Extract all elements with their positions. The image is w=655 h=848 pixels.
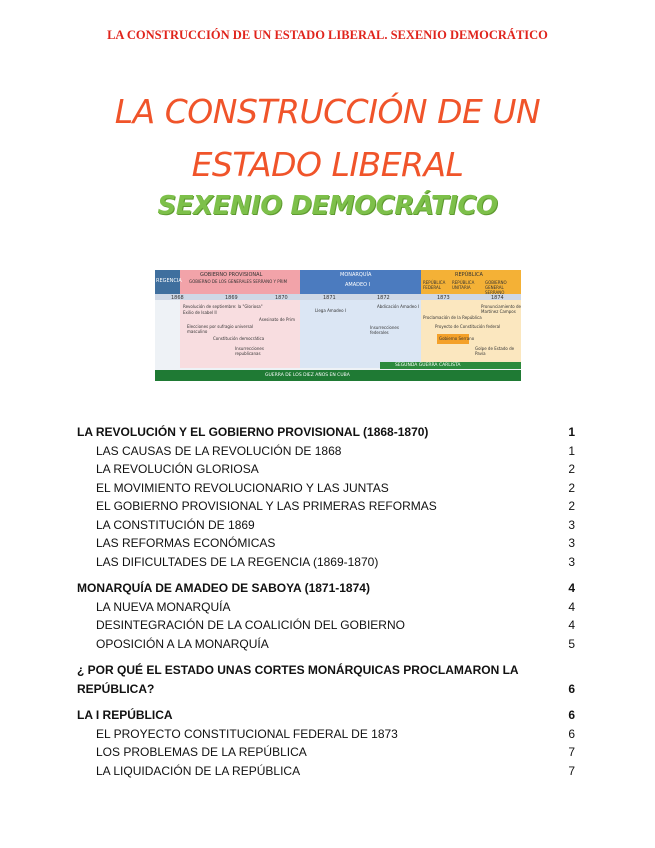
toc-entry-title: LAS CAUSAS DE LA REVOLUCIÓN DE 1868 [96,443,342,458]
toc-entry-page: 6 [568,681,575,696]
timeline-note: Insurrecciones federales [370,325,399,335]
toc-entry[interactable] [77,635,577,654]
timeline-year: 1874 [491,295,504,301]
timeline-note: Constitución democrática [213,336,265,341]
toc-entry[interactable] [77,579,577,598]
toc-entry[interactable] [77,442,577,461]
timeline-note: Exilio de Isabel II [183,310,217,315]
toc-entry-page: 1 [568,425,575,439]
timeline-year: 1870 [275,295,288,301]
toc-entry-page: 7 [568,745,575,759]
toc-entry[interactable] [77,762,577,781]
timeline-label-amadeo: AMADEO I [345,282,371,288]
toc-entry-page: 3 [568,517,575,532]
timeline-year: 1872 [377,295,390,301]
timeline-label-gobierno-serrano: GOBIERNO GENERAL SERRANO [485,280,507,295]
toc-entry[interactable] [77,616,577,635]
toc-entry-page: 6 [568,708,575,722]
running-header: LA CONSTRUCCIÓN DE UN ESTADO LIBERAL. SEXENIO DEMOCRÁTICO [107,28,548,42]
timeline-label-federal: REPÚBLICA FEDERAL [423,280,446,290]
toc-entry-page: 4 [568,599,575,614]
toc-entry-title: EL GOBIERNO PROVISIONAL Y LAS PRIMERAS REFORMAS [96,499,437,513]
toc-entry[interactable] [77,497,577,516]
toc-entry-page: 4 [568,618,575,632]
timeline-note: Llega Amadeo I [315,308,347,313]
toc-entry-title: OPOSICIÓN A LA MONARQUÍA [96,636,269,651]
toc-entry-page: 5 [568,636,575,651]
toc-entry-page: 2 [568,462,575,476]
timeline-label-cuba: GUERRA DE LOS DIEZ AÑOS EN CUBA [265,373,350,378]
toc-entry-title: EL MOVIMIENTO REVOLUCIONARIO Y LAS JUNTAS [96,480,389,495]
toc-entry[interactable] [77,479,577,498]
toc-entry[interactable] [77,460,577,479]
timeline-note: Proyecto de Constitución federal [435,324,501,329]
toc-entry-page: 2 [568,480,575,495]
toc-entry-title: DESINTEGRACIÓN DE LA COALICIÓN DEL GOBIERNO [96,618,405,632]
document-title-line-1: LA CONSTRUCCIÓN DE UN [114,92,541,131]
table-of-contents [77,423,577,780]
toc-entry[interactable] [77,706,577,725]
toc-entry-title: EL PROYECTO CONSTITUCIONAL FEDERAL DE 1873 [96,726,398,741]
toc-entry[interactable] [77,725,577,744]
toc-entry-page: 2 [568,499,575,513]
toc-entry-title: LA REVOLUCIÓN Y EL GOBIERNO PROVISIONAL (1868-1870) [77,425,429,439]
timeline-note: Golpe de Estado de Pavía [475,346,515,356]
toc-entry-page: 4 [568,581,575,595]
timeline-note: Revolución de septiembre: la "Gloriosa" [183,304,263,309]
toc-entry-title: LAS DIFICULTADES DE LA REGENCIA (1869-1870) [96,554,379,569]
toc-entry-title: LA LIQUIDACIÓN DE LA REPÚBLICA [96,763,301,778]
timeline-label-generales: GOBIERNO DE LOS GENERALES SERRANO Y PRIM [189,279,288,284]
toc-entry[interactable] [77,423,577,442]
toc-entry-page: 1 [568,443,575,458]
timeline-note: Insurrecciones republicanas [235,346,264,356]
timeline-note: Gobierno Serrano [439,336,475,341]
timeline-note: Abdicación Amadeo I [377,304,420,309]
toc-entry[interactable] [77,534,577,553]
timeline-label-republica: REPÚBLICA [455,272,483,278]
timeline-year: 1871 [323,295,336,301]
toc-entry-title: MONARQUÍA DE AMADEO DE SABOYA (1871-1874) [77,581,370,595]
timeline-label-monarquia: MONARQUÍA [340,272,372,278]
toc-entry[interactable] [77,553,577,572]
toc-entry[interactable] [77,598,577,617]
toc-entry[interactable] [77,516,577,535]
timeline-year: 1869 [225,295,238,301]
document-subtitle: SEXENIO DEMOCRÁTICO [157,191,498,221]
timeline-label-provisional: GOBIERNO PROVISIONAL [200,272,263,278]
toc-entry-page: 3 [568,536,575,550]
timeline-year: 1868 [171,295,184,301]
toc-entry-title: ¿ POR QUÉ EL ESTADO UNAS CORTES MONÁRQUICAS PROCLAMARON LA REPÚBLICA? [77,663,519,696]
timeline-year: 1873 [437,295,450,301]
timeline-label-regencia: REGENCIA [156,278,182,284]
timeline-note: Pronunciamiento de Martínez Campos [481,304,521,314]
document-title-line-2: ESTADO LIBERAL [191,145,464,184]
toc-entry[interactable] [77,743,577,762]
toc-entry-page: 6 [568,726,575,741]
toc-entry-title: LOS PROBLEMAS DE LA REPÚBLICA [96,745,307,759]
timeline-note: Asesinato de Prim [259,317,296,322]
toc-entry-title: LA NUEVA MONARQUÍA [96,599,231,614]
timeline-illustration [155,270,521,381]
toc-entry-title: LA REVOLUCIÓN GLORIOSA [96,462,259,476]
timeline-label-carlista: SEGUNDA GUERRA CARLISTA [395,363,461,368]
toc-entry-title: LA I REPÚBLICA [77,708,173,722]
timeline-note: Elecciones por sufragio universal masculino [187,324,254,334]
toc-entry[interactable] [77,661,577,698]
toc-entry-title: LAS REFORMAS ECONÓMICAS [96,536,276,550]
toc-entry-page: 3 [568,554,575,569]
toc-entry-title: LA CONSTITUCIÓN DE 1869 [96,517,255,532]
timeline-label-unitaria: REPÚBLICA UNITARIA [452,280,475,290]
toc-entry-page: 7 [568,763,575,778]
timeline-note: Proclamación de la República [423,315,482,320]
